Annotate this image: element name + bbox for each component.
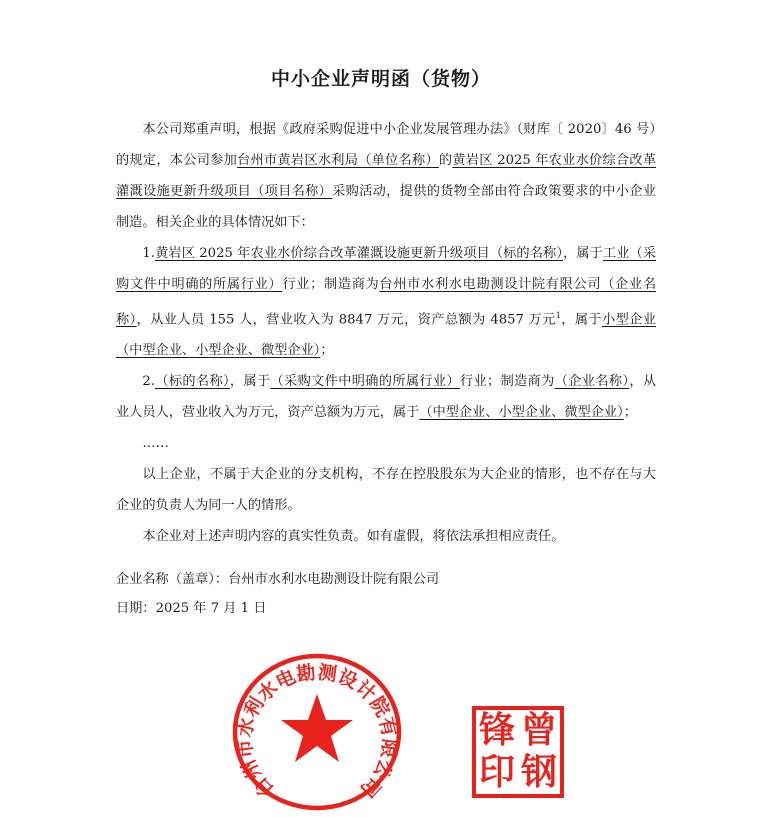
document-title: 中小企业声明函（货物） [270, 68, 491, 90]
intro-text-b: 的 [438, 153, 453, 168]
seal-star-icon [281, 694, 353, 762]
project-name: 黄岩区 2025 年农业水价综合改革灌溉设施更新升级项目（项目名称） [116, 153, 657, 199]
item1-text-b: ，属于 [563, 246, 603, 261]
personal-seal-square [472, 706, 564, 798]
company-seal-round [232, 652, 402, 812]
item2-text-b: ，属于 [229, 374, 271, 390]
paragraph-responsibility: 本企业对上述声明内容的真实性负责。如有虚假，将依法承担相应责任。 [142, 529, 565, 545]
item2-manufacturer: （企业名称） [554, 374, 630, 390]
item2-industry: （采购文件中明确的所属行业） [270, 374, 460, 390]
paragraph-item-2 [116, 366, 656, 428]
item1-industry: 工业（采购文件中明确的所属行业） [116, 246, 657, 292]
paragraph-intro [116, 114, 656, 238]
purchaser-name: 台州市黄岩区水利局（单位名称） [237, 153, 439, 168]
company-label: 企业名称（盖章）： [116, 572, 229, 587]
item1-manufacturer: 台州市水利水电勘测设计院有限公司（企业名称） [116, 277, 657, 328]
declaration-body [116, 114, 656, 552]
date-label: 日期： [116, 601, 156, 616]
item1-text-f: ； [320, 343, 334, 359]
item2-text-c: 行业；制造商为 [459, 374, 555, 390]
intro-text-a: 本公司郑重声明，根据《政府采购促进中小企业发展管理办法》（财库〔 2020〕46 号）的规定，本公司参加 [116, 122, 656, 168]
item2-subject-name: （标的名称） [154, 374, 230, 390]
company-name: 台州市水利水电勘测设计院有限公司 [228, 572, 440, 587]
item1-number: 1. [142, 246, 155, 261]
item1-text-c: 行业；制造商为 [282, 277, 380, 292]
signature-company-line [116, 568, 439, 587]
paragraph-not-branch: 以上企业，不属于大企业的分支机构，不存在控股股东为大企业的情形，也不存在与大企业的负责人为同一人的情形。 [116, 467, 656, 514]
date-value: 2025 年 7 月 1 日 [155, 601, 267, 616]
item1-subject-name: 黄岩区 2025 年农业水价综合改革灌溉设施更新升级项目（标的名称） [154, 246, 564, 261]
item1-footnote-mark: 1 [555, 311, 561, 320]
paragraph-item-1 [116, 238, 656, 366]
item2-text-e: ； [623, 405, 637, 421]
item1-figures: ，从业人员 155 人，营业收入为 8847 万元，资产总额为 4857 万元 [136, 312, 556, 328]
item1-enterprise-type: 小型企业（中型企业、小型企业、微型企业） [116, 312, 657, 359]
item1-text-e: ，属于 [560, 312, 603, 328]
item2-figures: ，从业人员人，营业收入为万元，资产总额为万元，属于 [116, 374, 657, 421]
signature-date-line [116, 597, 266, 616]
seal-char-1: 锋 [478, 710, 515, 751]
svg-text:台州市水利水电勘测设计院有限公司: 台州市水利水电勘测设计院有限公司 [233, 661, 401, 802]
seal-char-4: 钢 [520, 752, 557, 793]
ellipsis: …… [142, 436, 169, 452]
item2-enterprise-type: （中型企业、小型企业、微型企业） [419, 405, 624, 421]
item2-number: 2. [142, 374, 155, 390]
intro-text-c: 采购活动，提供的货物全部由符合政策要求的中小企业制造。相关企业的具体情况如下： [116, 184, 657, 230]
seal-char-2: 曾 [520, 710, 557, 751]
seal-char-3: 印 [478, 752, 515, 793]
